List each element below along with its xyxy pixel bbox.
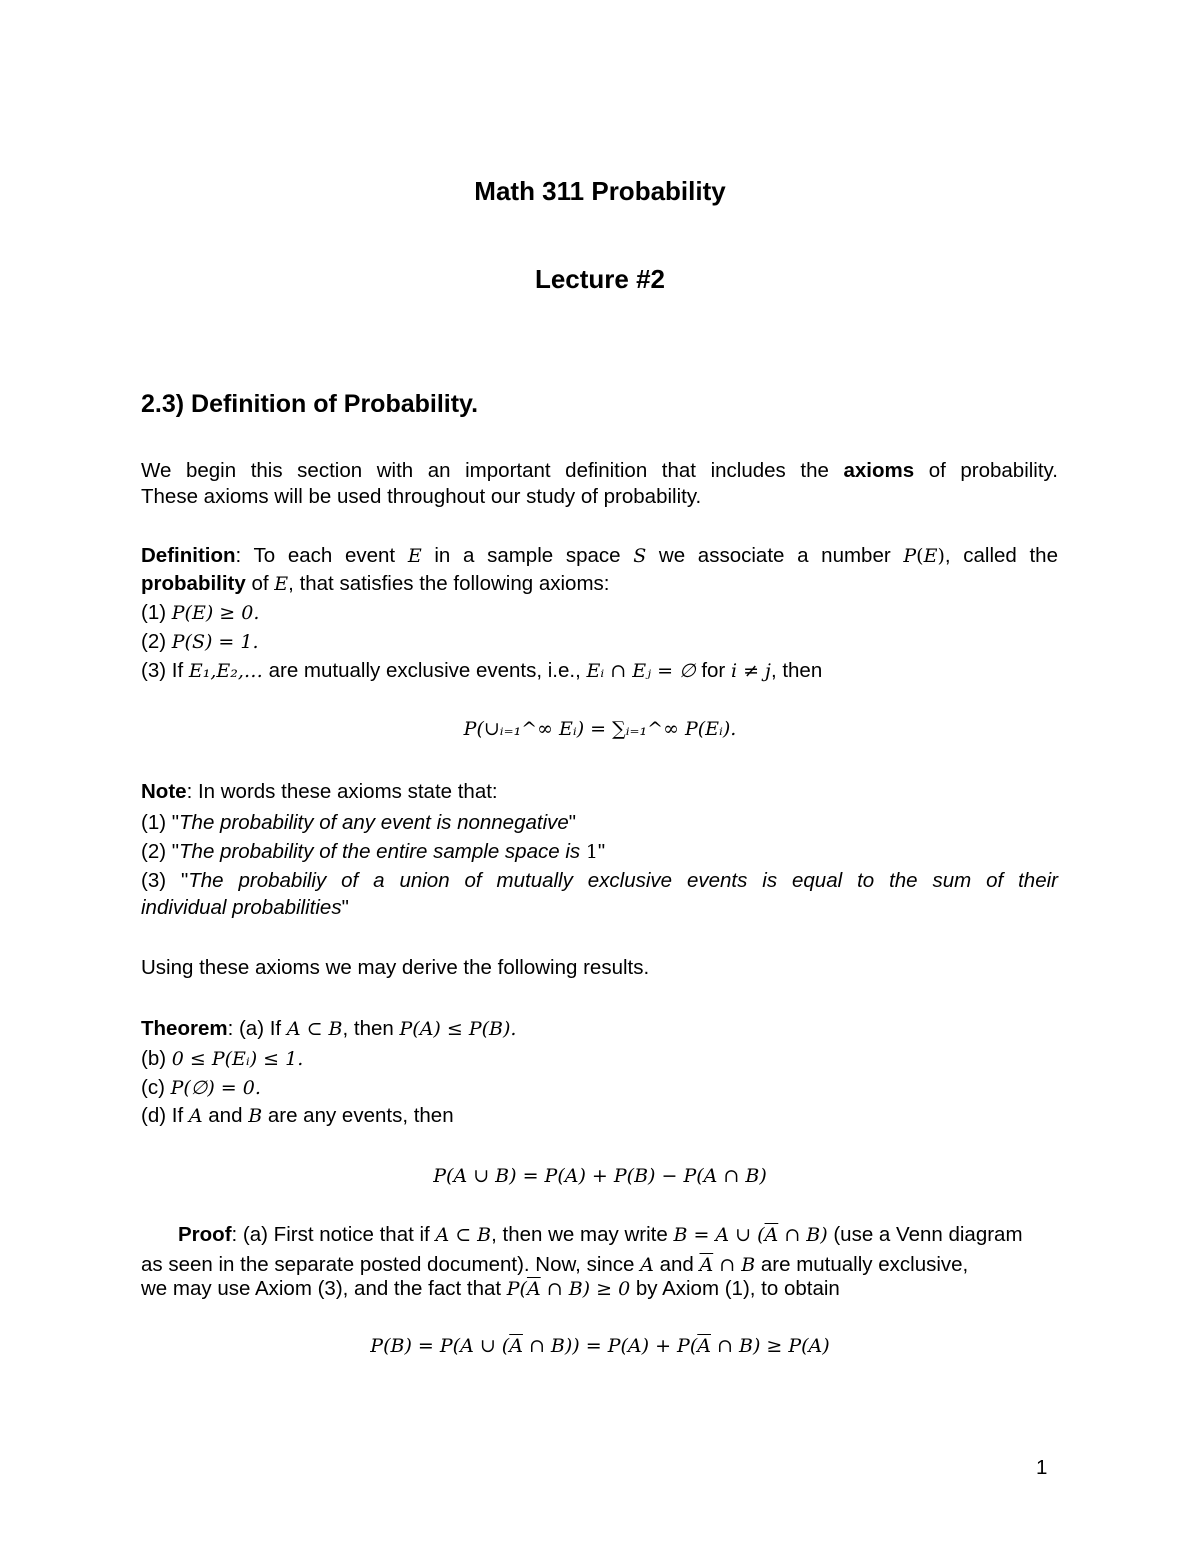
note-item-2: (2) "The probability of the entire sample space is 1" xyxy=(141,840,606,863)
note-line: Note: In words these axioms state that: xyxy=(141,780,498,803)
definition-line-2: probability of E, that satisfies the following axioms: xyxy=(141,572,610,595)
lecture-subtitle: Lecture #2 xyxy=(534,264,666,294)
axiom-3-formula: P(∪ᵢ₌₁^∞ Eᵢ) = ∑ᵢ₌₁^∞ P(Eᵢ). xyxy=(463,718,737,740)
page-number: 1 xyxy=(1036,1456,1048,1479)
theorem-a: Theorem: (a) If A ⊂ B, then P(A) ≤ P(B). xyxy=(141,1017,517,1040)
theorem-d: (d) If A and B are any events, then xyxy=(141,1104,454,1127)
proof-line-2: as seen in the separate posted document). Now, since A and $\overline{A}$ ∩ B are mutually exclusive, xyxy=(141,1253,969,1276)
proof-line-1: Proof: (a) First notice that if A ⊂ B, then we may write B = A ∪ ($\overline{A}$ ∩ B) (use a Venn diagram xyxy=(178,1223,1023,1246)
note-item-1: (1) "The probability of any event is nonnegative" xyxy=(141,811,577,834)
section-heading: 2.3) Definition of Probability. xyxy=(141,390,479,418)
note-item-3-line-1: (3) "The probabiliy of a union of mutually exclusive events is equal to the sum of their xyxy=(141,869,1058,892)
axiom-3: (3) If E₁,E₂,… are mutually exclusive events, i.e., Eᵢ ∩ Eⱼ = ∅ for i ≠ j, then xyxy=(141,659,823,682)
theorem-c: (c) P(∅) = 0. xyxy=(141,1076,261,1099)
intro-line-1: We begin this section with an important definition that includes the axioms of probability. xyxy=(141,459,1058,482)
proof-line-3: we may use Axiom (3), and the fact that $P(\overline{A}$ ∩ B) ≥ 0 by Axiom (1), to obtain xyxy=(141,1277,840,1300)
theorem-b: (b) 0 ≤ P(Eᵢ) ≤ 1. xyxy=(141,1047,304,1070)
axiom-2: (2) P(S) = 1. xyxy=(141,630,259,653)
theorem-d-formula: P(A ∪ B) = P(A) + P(B) − P(A ∩ B) xyxy=(433,1165,767,1187)
axiom-1: (1) P(E) ≥ 0. xyxy=(141,601,260,624)
note-item-3-line-2: individual probabilities" xyxy=(141,896,349,919)
definition-line-1: Definition: To each event E in a sample space S we associate a number P(E), called the xyxy=(141,544,1058,567)
proof-formula: P(B) = P(A ∪ ($\overline{A}$ ∩ $B)) = P(A) + P(\overline{A}$ ∩ B) ≥ P(A) xyxy=(370,1335,830,1357)
using-line: Using these axioms we may derive the following results. xyxy=(141,956,650,979)
intro-line-2: These axioms will be used throughout our study of probability. xyxy=(141,485,702,508)
page-title: Math 311 Probability xyxy=(474,176,726,206)
